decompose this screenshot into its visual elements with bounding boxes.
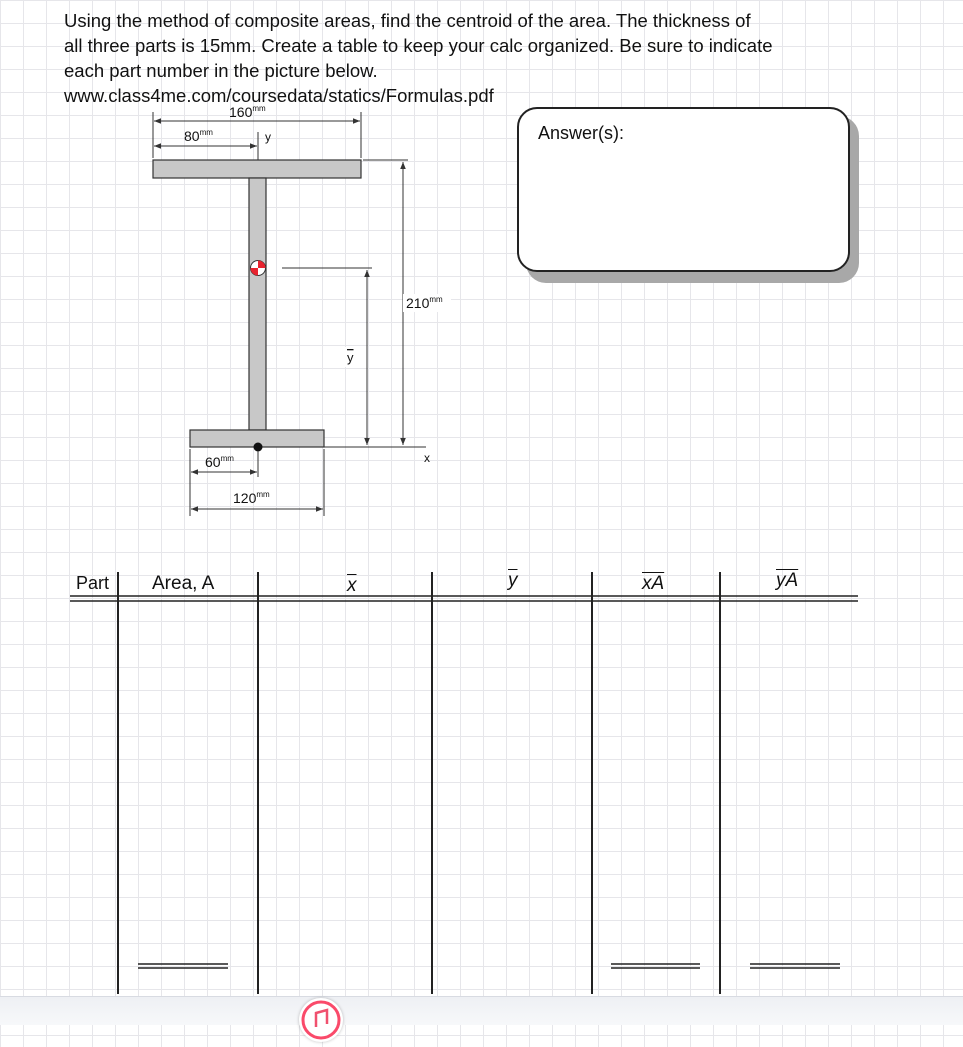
ybar-label: y: [347, 350, 354, 365]
origin-point: [254, 443, 263, 452]
header-ya: $\overline{yA}$: [776, 570, 799, 591]
dim-label-210: $210^{mm}$: [406, 295, 443, 311]
dim-label-120: $120^{mm}$: [233, 490, 270, 506]
calc-table-lines: [70, 572, 858, 994]
web: [249, 178, 266, 430]
header-xa: $\overline{xA}$: [642, 573, 665, 594]
header-part: Part: [76, 573, 110, 593]
music-note-icon[interactable]: [299, 998, 343, 1042]
formulas-link[interactable]: www.class4me.com/coursedata/statics/Formulas.pdf: [64, 85, 494, 106]
y-axis-label: y: [265, 130, 271, 144]
problem-line-2: all three parts is 15mm. Create a table to keep your calc organized. Be sure to indicate: [64, 35, 773, 56]
centroid-symbol: [251, 261, 266, 276]
dim-label-80: $80^{mm}$: [184, 128, 213, 144]
answer-label: Answer(s):: [538, 123, 625, 143]
problem-line-1: Using the method of composite areas, find the centroid of the area. The thickness of: [64, 10, 751, 31]
top-flange: [153, 160, 361, 178]
dim-label-60: $60^{mm}$: [205, 454, 234, 470]
dim-label-160: $160^{mm}$: [229, 104, 266, 120]
header-ybar: $\overline{y}$: [508, 570, 518, 591]
x-axis-label: x: [424, 451, 430, 465]
header-area: Area, A: [152, 573, 215, 594]
header-xbar: $\overline{x}$: [347, 575, 357, 596]
problem-line-3: each part number in the picture below.: [64, 60, 378, 81]
dock-bar: [0, 996, 963, 1025]
